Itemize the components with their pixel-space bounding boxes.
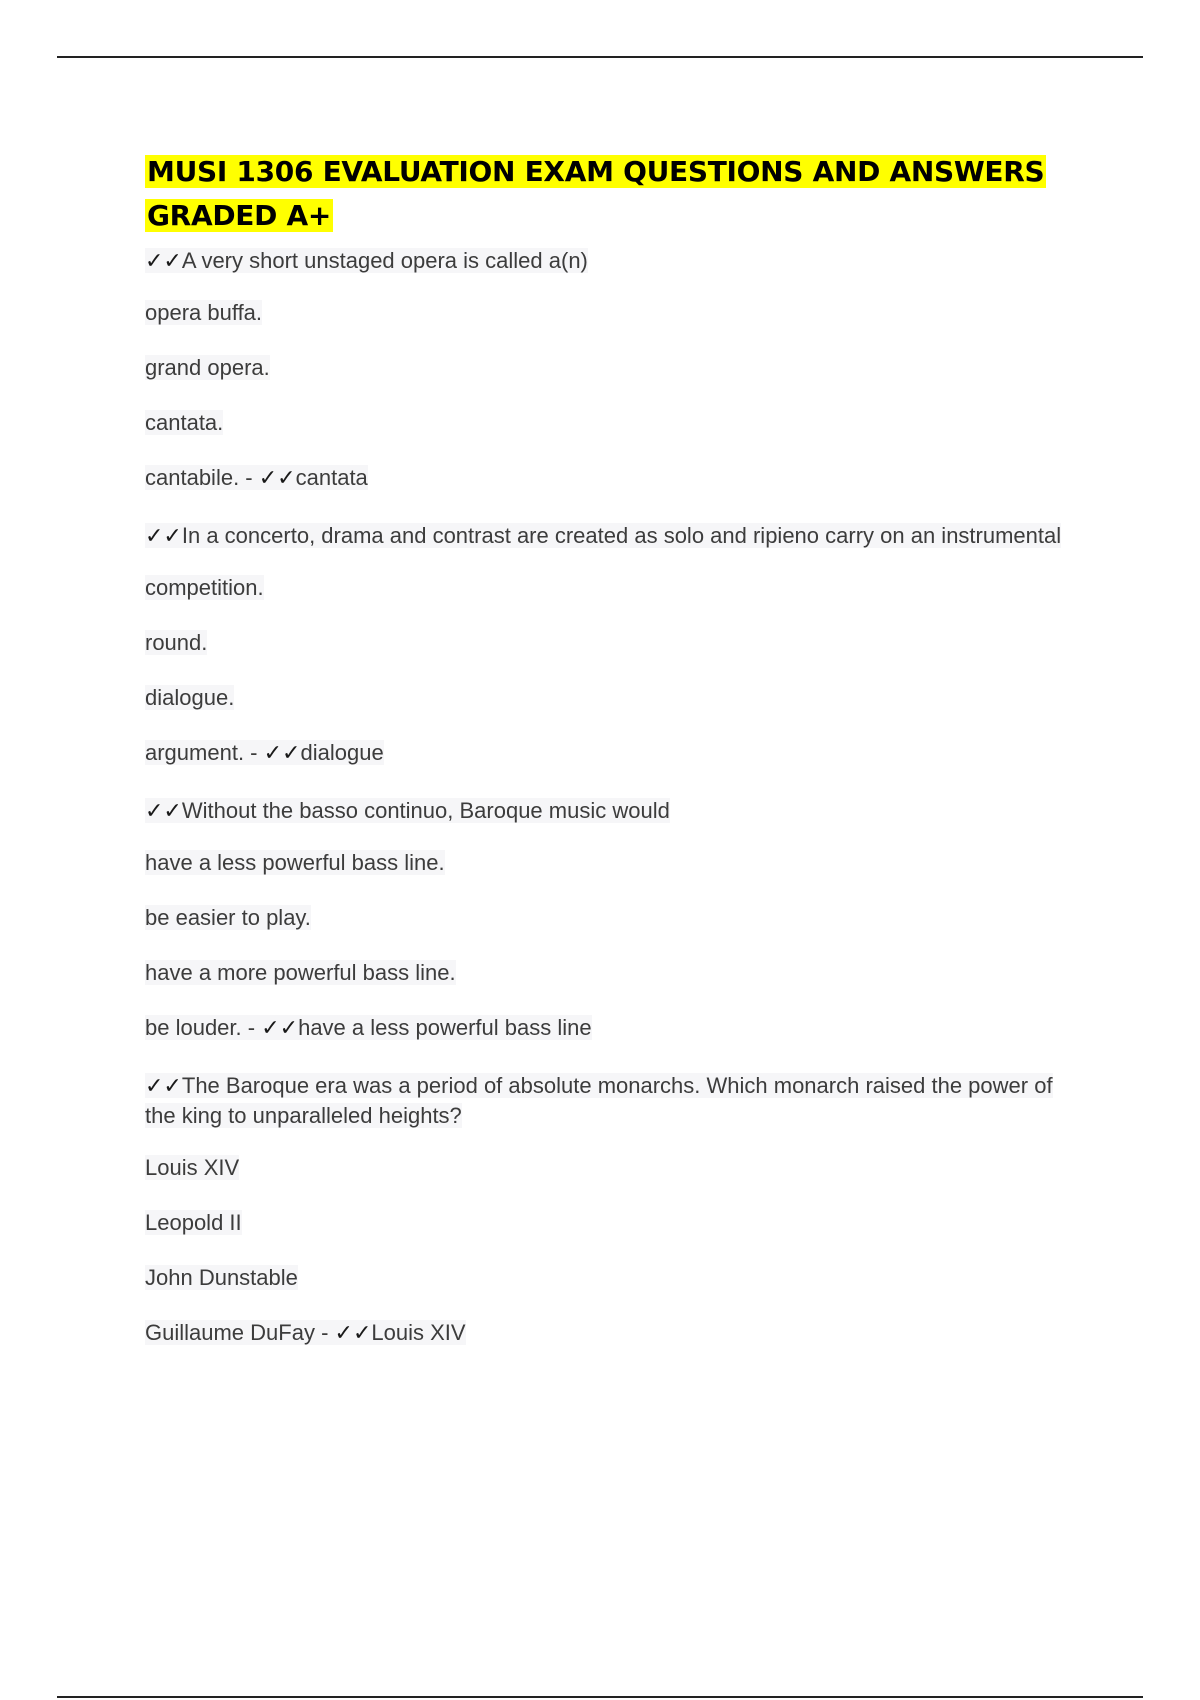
question-block-3 (145, 796, 1065, 1043)
answer-option-with-key: argument. - ✓✓dialogue (145, 740, 384, 765)
double-check-icon: ✓✓ (145, 523, 182, 548)
header-rule (57, 56, 1143, 58)
double-check-icon: ✓✓ (258, 465, 296, 490)
answer-option: cantata. (145, 410, 224, 435)
document-body (145, 150, 1065, 1376)
answer-option: have a less powerful bass line. (145, 850, 445, 875)
correct-answer: Louis XIV (371, 1320, 466, 1345)
double-check-icon: ✓✓ (145, 798, 182, 823)
correct-answer: have a less powerful bass line (298, 1015, 592, 1040)
answer-option: competition. (145, 575, 264, 600)
answer-option: Louis XIV (145, 1155, 240, 1180)
question-prompt: ✓✓Without the basso continuo, Baroque music would (145, 798, 670, 823)
question-prompt: ✓✓A very short unstaged opera is called a(n) (145, 248, 588, 273)
answer-option-with-key: cantabile. - ✓✓cantata (145, 465, 368, 490)
answer-option: John Dunstable (145, 1265, 298, 1290)
answer-option-with-key: Guillaume DuFay - ✓✓Louis XIV (145, 1320, 466, 1345)
question-block-4 (145, 1071, 1065, 1348)
answer-option: opera buffa. (145, 300, 263, 325)
answer-option: have a more powerful bass line. (145, 960, 456, 985)
correct-answer: dialogue (300, 740, 384, 765)
question-block-1 (145, 246, 1065, 493)
double-check-icon: ✓✓ (334, 1320, 372, 1345)
double-check-icon: ✓✓ (145, 1073, 182, 1098)
answer-option: be easier to play. (145, 905, 311, 930)
question-prompt: ✓✓In a concerto, drama and contrast are created as solo and ripieno carry on an instrumental (145, 523, 1062, 548)
double-check-icon: ✓✓ (263, 740, 301, 765)
double-check-icon: ✓✓ (145, 248, 182, 273)
question-block-2 (145, 521, 1065, 768)
answer-option: Leopold II (145, 1210, 242, 1235)
question-prompt: ✓✓The Baroque era was a period of absolute monarchs. Which monarch raised the power of the king to unparalleled heights? (145, 1073, 1053, 1128)
answer-option-with-key: be louder. - ✓✓have a less powerful bass line (145, 1015, 592, 1040)
answer-option: grand opera. (145, 355, 270, 380)
double-check-icon: ✓✓ (261, 1015, 299, 1040)
answer-option: round. (145, 630, 208, 655)
correct-answer: cantata (295, 465, 368, 490)
document-title: MUSI 1306 EVALUATION EXAM QUESTIONS AND ANSWERS GRADED A+ (147, 155, 1045, 232)
footer-rule (57, 1696, 1143, 1698)
answer-option: dialogue. (145, 685, 235, 710)
